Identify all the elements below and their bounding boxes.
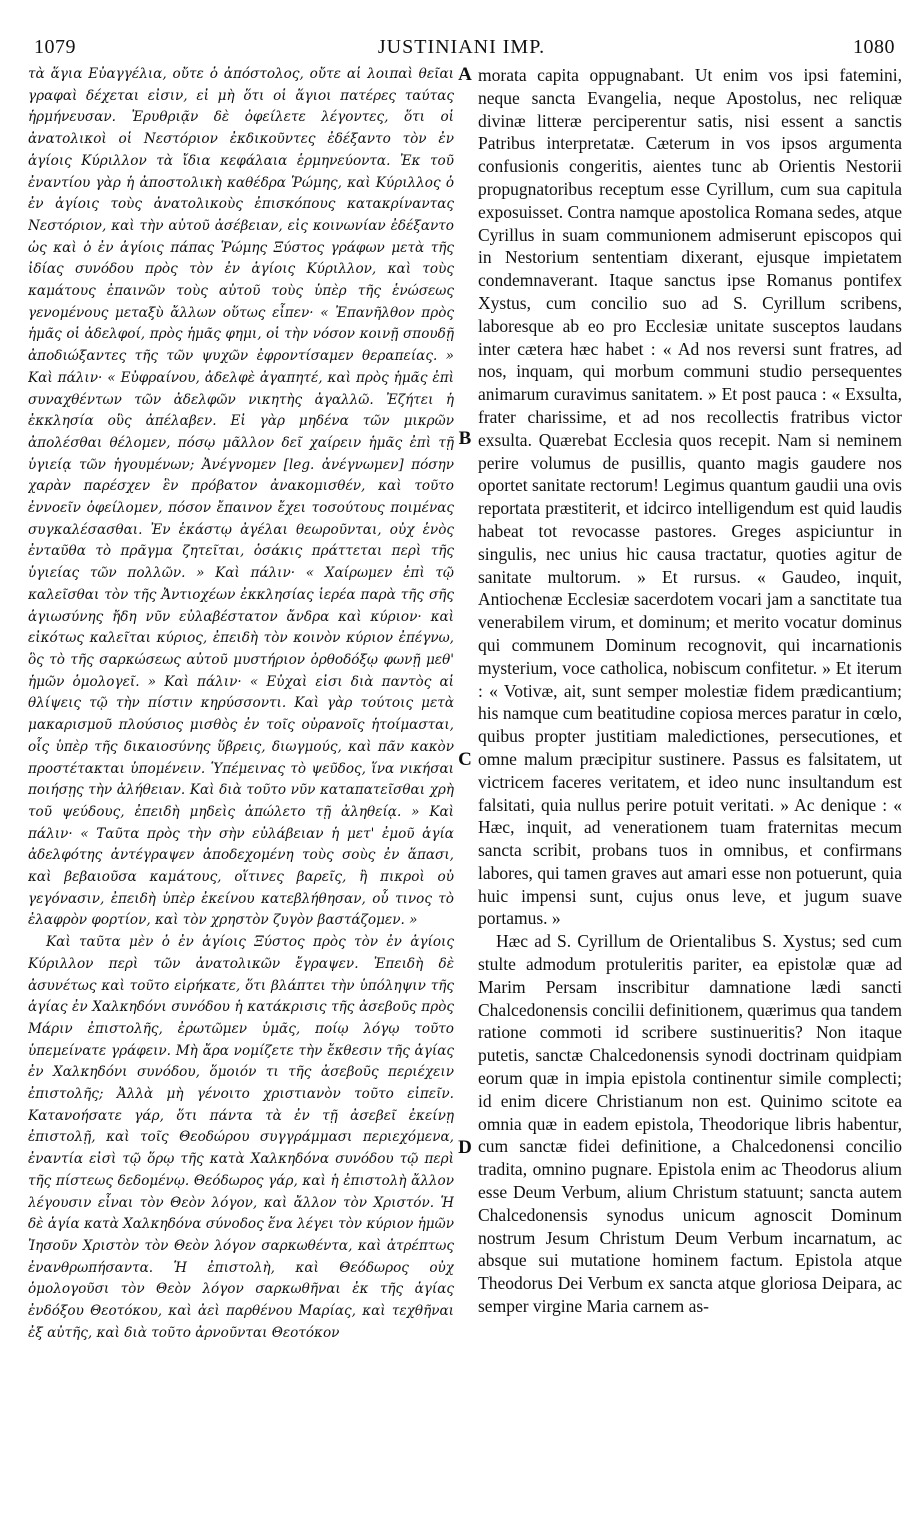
greek-text-column: [28, 64, 454, 1534]
latin-paragraph: Hæc ad S. Cyrillum de Orientalibus S. Xystus; sed cum stulte admodum protuleritis pariter, ea epistolæ quæ ad Marim Persam inscribitur damnatione lædi sancti Chalcedonensis concilii definitionem, quærimus qua tandem ratione commoti id scribere sustinueritis? Non itaque putetis, sanctæ Chalcedonensis synodi doctrinam quidpiam eorum quæ in impia epistola continentur simile complecti; id enim dicere Christianum non est. Quinimo scitote ea omnia quæ in eadem epistola, Theodorique libris habentur, cum sanctæ fidei definitione, a Chalcedonensi concilio tradita, omnino pugnare. Epistola enim ac Theodorus alium esse Deum Verbum, alium Christum statuunt; sancta autem Chalcedonensis synodus unicum agnoscit Dominum nostrum Jesum Christum Deum Verbum incarnatum, ac absque sui mutatione hominem factum. Epistola atque Theodorus Dei Verbum ex sancta atque gloriosa Deipara, ac semper virgine Maria carnem as-: [478, 931, 902, 1317]
page-number-left: 1079: [34, 36, 76, 58]
running-head: [28, 36, 895, 60]
latin-text-column: [478, 64, 902, 1534]
greek-paragraph: Καὶ ταῦτα μὲν ὁ ἐν ἁγίοις Ξύστος πρὸς τὸν ἐν ἁγίοις Κύριλλον περὶ τῶν ἀνατολικῶν ἔγραψεν. Ἐπειδὴ δὲ ἀσυνέτως καὶ τοῦτο εἰρήκατε, ὅτι βλάπτει τὴν ὑπόληψιν τῆς ἁγίας ἐν Χαλκηδόνι συνόδου ἡ κατάκρισις τῆς ἀσεβοῦς πρὸς Μάριν ἐπιστολῆς, ἐρωτῶμεν ὑμᾶς, ποίῳ λόγῳ τοῦτο ὑπεμείνατε γράφειν. Μὴ ἄρα νομίζετε τὴν ἔκθεσιν τῆς ἁγίας ἐν Χαλκηδόνι συνόδου, ὅμοιόν τι τῆς ἀσεβοῦς περιέχειν ἐπιστολῆς; Ἀλλὰ μὴ γένοιτο χριστιανὸν τοῦτο εἰπεῖν. Κατανοήσατε γάρ, ὅτι πάντα τὰ ἐν τῇ ἀσεβεῖ ἐκείνῃ ἐπιστολῇ, καὶ τοῖς Θεοδώρου συγγράμμασι περιεχόμενα, ἐναντία εἰσὶ τῷ ὅρῳ τῆς κατὰ Χαλκηδόνα συνόδου τῷ περὶ τῆς πίστεως δεδομένῳ. Θεόδωρος γάρ, καὶ ἡ ἐπιστολὴ ἄλλον λέγουσιν εἶναι τὸν Θεὸν λόγον, καὶ ἄλλον τὸν Χριστόν. Ἡ δὲ ἁγία κατὰ Χαλκηδόνα σύνοδος ἕνα λέγει τὸν κύριον ἡμῶν Ἰησοῦν Χριστὸν τὸν Θεὸν λόγον σαρκωθέντα, καὶ ἀτρέπτως ἐνανθρωπήσαντα. Ἡ ἐπιστολὴ, καὶ Θεόδωρος οὐχ ὁμολογοῦσι τὸν Θεὸν λόγον σαρκωθῆναι ἐκ τῆς ἁγίας ἐνδόξου Θεοτόκου, καὶ ἀεὶ παρθένου Μαρίας, καὶ τεχθῆναι ἐξ αὐτῆς, καὶ διὰ τοῦτο ἀρνοῦνται Θεοτόκον: [28, 934, 454, 1341]
section-marker-a: A: [458, 64, 472, 85]
running-title: JUSTINIANI IMP.: [377, 36, 546, 58]
section-marker-b: B: [458, 428, 472, 449]
latin-paragraph: morata capita oppugnabant. Ut enim vos ipsi fatemini, neque sancta Evangelia, neque Apostolus, nec reliquæ divinæ litteræ perciperentur satis, nisi essent a sanctis Patribus interpretatæ. Cæterum in vos ipsos argumenta confusionis congeritis, aientes tunc ab Orientis Nestorii propugnatoribus receptum esse Cyrillum, cum sua capitula exposuisset. Contra namque apostolica Romana sedes, atque Cyrillus in suam communionem admiserunt episcopos qui in Nestorium sententiam dixerant, ejusque impietatem condemnaverant. Itaque sanctus ipse Romanus pontifex Xystus, cum concilio suo ad S. Cyrillum scribens, laboresque ab eo pro Ecclesiæ unitate susceptos laudans inter cætera hæc habet : « Ad nos reversi sunt fratres, ad nos, inquam, qui morbum communi studio persequentes animarum curavimus sanitatem. » Et post pauca : « Exsulta, frater charissime, et ad nos recollectis fratribus victor exsulta. Quærebat Ecclesia quos recepit. Nam si neminem perire volumus de pusillis, quanto magis gaudere nos oportet sanitate rectorum! Legimus quantum gaudii una ovis reportata præstiterit, et idcirco intelligendum est quid laudis habeat tot revocasse pastores. Greges aspiciuntur in singulis, nec unius hic causa tractatur, quoties agitur de sanitate multorum. » Et rursus. « Gaudeo, inquit, Antiochenæ Ecclesiæ sacerdotem vocari jam a sanctitate tua venerabilem virum, et dominum; et merito vocatur dominus qui communem Dominum recognovit, qui incarnationis mysterium, voce catholica, nobiscum confitetur. » Et iterum : « Votivæ, ait, sunt semper molestiæ fidem prædicantium; his namque cum beatitudine copiosa merces paratur in cœlo, quibus propter justitiam maledictiones, persecutiones, et omne malum præcipitur sustinere. Passus es falsitatem, ut victricem faceres veritatem, et ideo nunc insultandum est falsitati, quia nullus perire potuit veritati. » Ac denique : « Hæc, inquit, ad venerationem tuam fraternitas mecum sancta scribit, probans tuos in omnibus, et confirmans labores, qui tamen graves aut amari esse non potuerunt, quia huic impensi sunt, cujus onus leve, et jugum suave portamus. »: [478, 65, 902, 929]
section-marker-d: D: [458, 1137, 472, 1158]
greek-paragraph: τὰ ἅγια Εὐαγγέλια, οὔτε ὁ ἀπόστολος, οὔτε αἱ λοιπαὶ θεῖαι γραφαὶ δέχεται εἰσιν, εἰ μὴ ὅτι οἱ ἅγιοι πατέρες ταύτας ἡρμήνευσαν. Ἐρυθριᾷν δὲ ὀφείλετε λέγοντες, ὅτι οἱ ἀνατολικοὶ οἱ Νεστόριον ἐκδικοῦντες ἐδέξαντο τὸν ἐν ἁγίοις Κύριλλον τὰ ἴδια κεφάλαια ἑρμηνεύοντα. Ἐκ τοῦ ἐναντίου γὰρ ἡ ἀποστολικὴ καθέδρα Ῥώμης, καὶ Κύριλλος ὁ ἐν ἁγίοις τοὺς ἀνατολικοὺς ἐπισκόπους κατακρίναντας Νεστόριον, καὶ τὴν αὐτοῦ ἀσέβειαν, εἰς κοινωνίαν ἐδέξαντο ὡς καὶ ὁ ἐν ἁγίοις πάπας Ῥώμης Ξύστος γράφων μετὰ τῆς ἰδίας συνόδου πρὸς τὸν ἐν ἁγίοις Κύριλλον, καὶ τοὺς καμάτους ἐπαινῶν τοὺς αὐτοῦ τοὺς ὑπὲρ τῆς ἑνώσεως γενομένους μεταξὺ ἄλλων οὕτως εἶπεν· « Ἐπανῆλθον πρὸς ἡμᾶς οἱ ἀδελφοί, πρὸς ἡμᾶς φημι, οἱ τὴν νόσον κοινῇ σπουδῇ ἀποδιώξαντες τῆς τῶν ψυχῶν ἐφροντίσαμεν θεραπείας. » Καὶ πάλιν· « Εὐφραίνου, ἀδελφὲ ἀγαπητέ, καὶ πρὸς ἡμᾶς ἐπὶ συναχθέντων τῶν ἀδελφῶν νικητὴς ἀγαλλῶ. Ἐζήτει ἡ ἐκκλησία οὓς ἀπέλαβεν. Εἰ γὰρ μηδένα τῶν μικρῶν ἀπολέσθαι θέλομεν, πόσῳ μᾶλλον δεῖ χαίρειν ἡμᾶς ἐπὶ τῇ ὑγιείᾳ τῶν ἡγουμένων; Ἀνέγνομεν [leg. ἀνέγνωμεν] πόσην χαρὰν παρέσχεν ἓν πρόβατον ἀνακομισθέν, καὶ τοῦτο ἐννοεῖν ὀφείλομεν, πόσον ἔπαινον ἔχει τοσούτους ποιμένας συγκαλέσασθαι. Ἐν ἑκάστῳ ἀγέλαι θεωροῦνται, οὐχ ἑνὸς ἐνταῦθα τὸ πρᾶγμα ζητεῖται, ὁσάκις πράττεται περὶ τῆς ὑγιείας τῶν πολλῶν. » Καὶ πάλιν· « Χαίρωμεν ἐπὶ τῷ καλεῖσθαι τὸν τῆς Ἀντιοχέων ἐκκλησίας ἱερέα παρὰ τῆς σῆς ἁγιωσύνης ἤδη νῦν εὐλαβέστατον ἄνδρα καὶ κύριον· καὶ εἰκότως καλεῖται κύριος, ἐπειδὴ τὸν κοινὸν κύριον ἐπέγνω, ὃς τὸ τῆς σαρκώσεως αὐτοῦ μυστήριον ὀρθοδόξῳ φωνῇ μεθ' ἡμῶν ὁμολογεῖ. » Καὶ πάλιν· « Εὐχαὶ εἰσι διὰ παντὸς αἱ θλίψεις τῷ τὴν πίστιν κηρύσσοντι. Καὶ γὰρ τούτοις μετὰ μακαρισμοῦ πλούσιος μισθὸς ἐν τοῖς οὐρανοῖς ἡτοίμασται, οἷς ὑπὲρ τῆς δικαιοσύνης ὕβρεις, διωγμούς, καὶ πᾶν κακὸν προστέτακται ὑπομένειν. Ὑπέμεινας τὸ ψεῦδος, ἵνα νικήσαι ποιήσῃς τὴν ἀλήθειαν. Καὶ διὰ τοῦτο νῦν καταπατεῖσθαι χρὴ τοῦ ψεύδους, ἐπειδὴ μηδεὶς ἀπώλετο τῇ ἀληθείᾳ. » Καὶ πάλιν· « Ταῦτα πρὸς τὴν σὴν εὐλάβειαν ἡ μετ' ἐμοῦ ἁγία ἀδελφότης ἀντέγραψεν ἀποδεχομένη τοὺς σοὺς ἐν ἅπασι, καὶ βεβαιοῦσα καμάτους, οἵτινες βαρεῖς, ἢ πικροὶ οὐ γεγόνασιν, ἐπειδὴ ὑπὲρ ἐκείνου κατεβλήθησαν, οὗ τινος τὸ ἐλαφρὸν φορτίον, καὶ τὸν χρηστὸν ζυγὸν βαστάζομεν. »: [28, 66, 454, 929]
section-marker-c: C: [458, 749, 472, 770]
page-number-right: 1080: [853, 36, 895, 58]
